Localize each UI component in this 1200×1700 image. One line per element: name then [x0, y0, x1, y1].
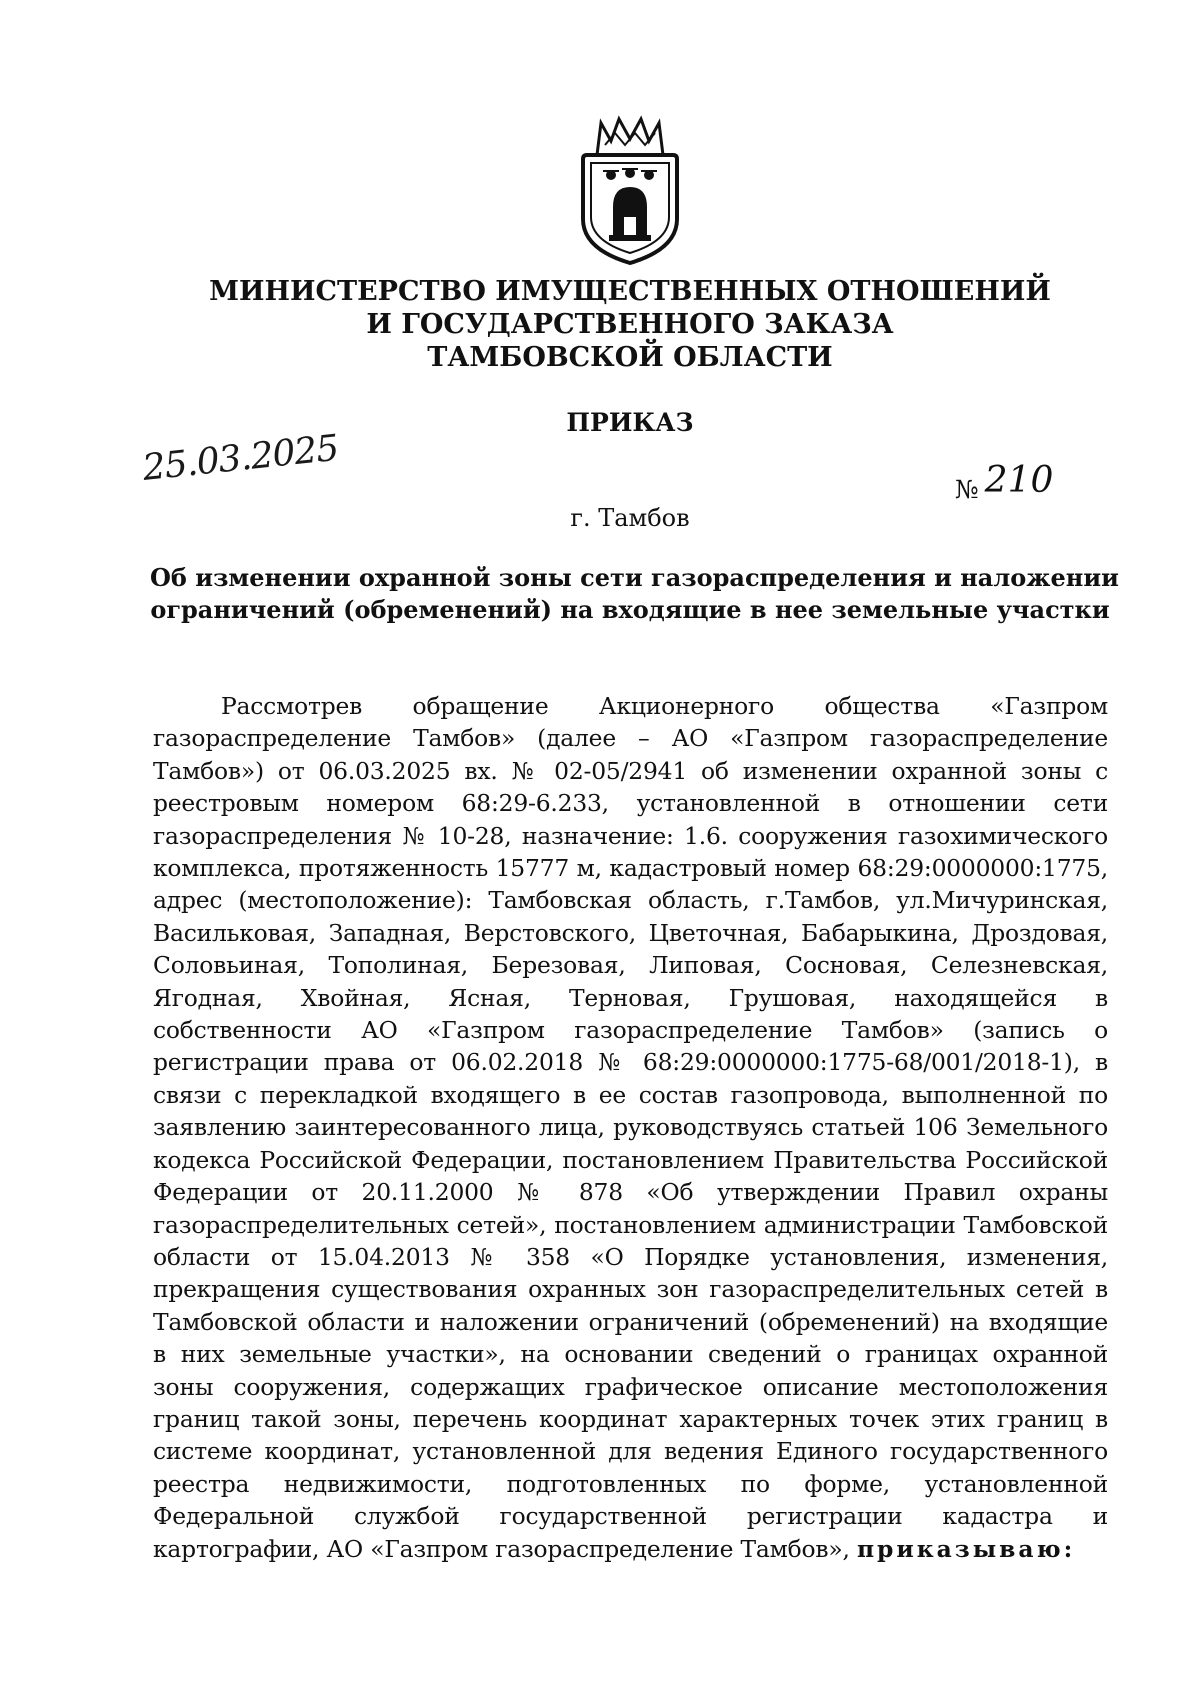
subject-line-2: ограничений (обременений) на входящие в нее земельные участки	[150, 595, 1110, 624]
document-date: 25.03.2025	[140, 427, 341, 489]
ministry-name	[150, 275, 1110, 374]
ministry-line-1: МИНИСТЕРСТВО ИМУЩЕСТВЕННЫХ ОТНОШЕНИЙ	[209, 276, 1051, 307]
ministry-line-3: ТАМБОВСКОЙ ОБЛАСТИ	[427, 342, 833, 373]
number-prefix: №	[955, 475, 979, 504]
body-paragraph	[153, 690, 1108, 1565]
city: г. Тамбов	[570, 504, 690, 532]
number-value: 210	[984, 460, 1054, 501]
order-word: приказываю:	[856, 1534, 1076, 1563]
tambov-coat-of-arms-icon	[575, 115, 685, 267]
document-subject	[150, 562, 1119, 626]
ministry-line-2: И ГОСУДАРСТВЕННОГО ЗАКАЗА	[366, 309, 894, 340]
body-text: Рассмотрев обращение Акционерного общества «Газпром газораспределение Тамбов» (далее – АО «Газпром газораспределение Тамбов») от 06.03.2025 вх. № 02-05/2941 об изменении охранной зоны с реестровым номером 68:29-6.233, установленной в отношении сети газораспределения № 10-28, назначение: 1.6. сооружения газохимического комплекса, протяженность 15777 м, кадастровый номер 68:29:0000000:1775, адрес (местоположение): Тамбовская область, г.Тамбов, ул.Мичуринская, Васильковая, Западная, Верстовского, Цветочная, Бабарыкина, Дроздовая, Соловьиная, Тополиная, Березовая, Липовая, Сосновая, Селезневская, Ягодная, Хвойная, Ясная, Терновая, Грушовая, находящейся в собственности АО «Газпром газораспределение Тамбов» (запись о регистрации права от 06.02.2018 № 68:29:0000000:1775-68/001/2018-1), в связи с перекладкой входящего в ее состав газопровода, выполненной по заявлению заинтересованного лица, руководствуясь статьей 106 Земельного кодекса Российской Федерации, постановлением Правительства Российской Федерации от 20.11.2000 № 878 «Об утверждении Правил охраны газораспределительных сетей», постановлением администрации Тамбовской области от 15.04.2013 № 358 «О Порядке установления, изменения, прекращения существования охранных зон газораспределительных сетей в Тамбовской области и наложении ограничений (обременений) на входящие в них земельные участки», на основании сведений о границах охранной зоны сооружения, содержащих графическое описание местоположения границ такой зоны, перечень координат характерных точек этих границ в системе координат, установленной для ведения Единого государственного реестра недвижимости, подготовленных по форме, установленной Федеральной службой государственной регистрации кадастра и картографии, АО «Газпром газораспределение Тамбов»,	[153, 692, 1108, 1563]
document-number	[955, 460, 1054, 507]
subject-line-1: Об изменении охранной зоны сети газораспределения и наложении	[150, 563, 1119, 592]
document-type: ПРИКАЗ	[566, 408, 694, 437]
